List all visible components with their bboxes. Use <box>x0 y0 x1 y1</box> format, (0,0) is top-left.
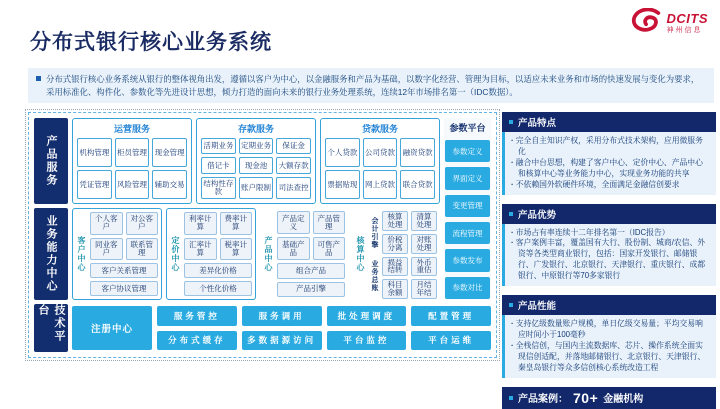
bullet-square-icon <box>36 76 41 81</box>
dcits-logo <box>631 8 709 38</box>
module-cell: 司法查控 <box>276 177 311 199</box>
case-number: 70+ <box>573 389 599 406</box>
intro-paragraph <box>28 68 714 103</box>
capability-cell: 产品管理 <box>313 211 346 234</box>
center-label: 客户中心 <box>77 236 86 272</box>
module-cell: 票据贴现 <box>325 170 360 199</box>
module-cell: 联合贷款 <box>400 170 435 199</box>
right-info-panel <box>502 112 716 409</box>
panel-advantages <box>502 204 716 287</box>
tech-cell: 服务管控 <box>157 306 237 326</box>
capability-cell: 对账处理 <box>411 234 437 254</box>
product-services-row <box>72 118 440 204</box>
parameter-item: 参数定义 <box>445 140 490 162</box>
capability-cell: 科目余额 <box>382 279 408 299</box>
case-count-bar <box>502 387 716 409</box>
capability-cell: 清算处理 <box>411 211 437 231</box>
bullet-square-icon <box>509 303 513 307</box>
parameter-item: 变更管理 <box>445 195 490 217</box>
tech-cell: 服务调用 <box>242 306 322 326</box>
module-cell: 辅助交易 <box>152 170 187 199</box>
capability-cell-wide: 客户协议管理 <box>90 281 158 296</box>
module-cell: 定期业务 <box>239 138 274 154</box>
module-cell: 机构管理 <box>77 138 112 167</box>
section-title: 存款服务 <box>237 124 274 134</box>
capability-cell: 税率计算 <box>220 238 253 261</box>
panel-body <box>502 224 716 287</box>
capability-cell: 价税分离 <box>382 234 408 254</box>
row-label-business-capability: 业务能力中心 <box>34 208 68 300</box>
section-operation-services <box>72 118 192 204</box>
operation-cells <box>77 138 187 199</box>
panel-title: 产品特点 <box>518 118 557 129</box>
center-label: 核算中心 <box>356 236 365 272</box>
panel-performance <box>502 295 716 378</box>
tech-cells <box>157 306 491 350</box>
panel-header <box>502 204 716 224</box>
capability-cell-wide: 组合产品 <box>277 263 345 278</box>
section-title: 运营服务 <box>113 124 150 134</box>
capability-cell: 基础产品 <box>277 237 310 260</box>
panel-title: 产品性能 <box>518 301 557 313</box>
capability-cell-wide: 客户关系管理 <box>90 263 158 278</box>
module-cell: 个人贷款 <box>325 138 360 167</box>
capability-cell: 同业客户 <box>90 238 123 261</box>
module-cell: 活期业务 <box>201 138 236 154</box>
module-cell: 大额存款 <box>276 157 311 173</box>
page-title: 分布式银行核心业务系统 <box>30 31 272 54</box>
capability-cell: 联系管理 <box>126 238 159 261</box>
accounting-sublabel-ledger: 业务总账 <box>371 259 378 292</box>
tech-cell: 平台监控 <box>327 331 407 351</box>
logo-brand-text: DCITS <box>666 11 708 26</box>
module-cell: 网上贷款 <box>363 170 398 199</box>
case-label: 产品案例： <box>518 394 568 406</box>
module-cell: 账户限制 <box>239 177 274 199</box>
capability-cell: 外币重估 <box>411 257 437 277</box>
accounting-cells <box>382 211 437 297</box>
capability-cell-wide: 差异化价格 <box>184 263 252 278</box>
tech-cell: 平台运维 <box>411 331 491 351</box>
panel-bullet: · 完全自主知识产权，采用分布式技术架构，应用微服务化 <box>511 136 710 158</box>
panel-bullet: · 市场占有率连续十二年排名第一（IDC报告） <box>511 228 710 239</box>
parameter-item: 参数对比 <box>445 277 490 299</box>
business-capability-row <box>72 208 440 300</box>
module-cell: 风险管理 <box>115 170 150 199</box>
register-center-box: 注册中心 <box>72 306 152 350</box>
panel-bullet: · 客户案例丰富，覆盖国有大行、股份制、城商/农信、外资等各类型商业银行，包括：国家开发银行、邮储银行、广发银行、北京银行、天津银行、重庆银行、成都银行、中原银行等70多家银行 <box>511 238 710 282</box>
row-label-product-services: 产品服务 <box>34 118 68 204</box>
module-cell: 公司贷款 <box>363 138 398 167</box>
tech-cell: 多数据源访问 <box>242 331 322 351</box>
parameter-item: 参数发布 <box>445 249 490 271</box>
deposit-cells <box>201 138 311 199</box>
accounting-center <box>352 208 440 300</box>
module-cell: 柜员管理 <box>115 138 150 167</box>
module-cell: 融资贷款 <box>400 138 435 167</box>
bullet-square-icon <box>509 396 513 400</box>
parameter-item: 流程管理 <box>445 222 490 244</box>
panel-bullet: · 不依赖国外软硬件环境，全面满足金融信创要求 <box>511 180 710 191</box>
module-cell: 现金池 <box>239 157 274 173</box>
pricing-center <box>166 208 256 300</box>
panel-title: 产品优势 <box>518 209 557 221</box>
capability-cell-wide: 个性化价格 <box>184 281 252 296</box>
center-label: 产品中心 <box>264 236 273 272</box>
section-loan-services <box>320 118 440 204</box>
architecture-diagram <box>28 112 497 358</box>
capability-cell: 对公客户 <box>126 212 159 235</box>
tech-cell: 配置管理 <box>411 306 491 326</box>
row-label-tech-platform: 技术平台 <box>34 304 68 352</box>
panel-header <box>502 112 716 132</box>
panel-bullet: · 全栈信创，与国内主流数据库、芯片、操作系统全面实现信创适配，并落地邮储银行、北京银行、天津银行、秦皇岛银行等众多信创核心系统改造工程 <box>511 341 710 374</box>
capability-cell: 汇率计算 <box>184 238 217 261</box>
panel-header <box>502 295 716 315</box>
parameter-item: 界面定义 <box>445 167 490 189</box>
parameter-platform-column <box>444 118 491 300</box>
tech-cell: 分布式缓存 <box>157 331 237 351</box>
bullet-square-icon <box>509 212 513 216</box>
section-deposit-services <box>196 118 316 204</box>
customer-center <box>72 208 162 300</box>
panel-bullet: · 支持亿级数量账户规模，单日亿级交易量；平均交易响应时间小于100毫秒 <box>511 319 710 341</box>
bullet-square-icon <box>509 120 513 124</box>
logo-company-text: 神州信息 <box>666 27 703 34</box>
capability-cell: 利率计算 <box>184 212 217 235</box>
module-cell: 保证金 <box>276 138 311 154</box>
panel-features <box>502 112 716 195</box>
panel-bullet: · 融合中台思想，构建了客户中心、定价中心、产品中心和核算中心等业务能力中心，实现业务功能的共享 <box>511 158 710 180</box>
panel-body <box>502 315 716 378</box>
panel-body <box>502 132 716 195</box>
tech-cell: 批处理调度 <box>327 306 407 326</box>
center-label: 定价中心 <box>171 236 180 272</box>
module-cell: 借记卡 <box>201 157 236 173</box>
parameter-platform-title: 参数平台 <box>449 123 486 133</box>
capability-cell: 损益结转 <box>382 257 408 277</box>
capability-cell: 核算处理 <box>382 211 408 231</box>
loan-cells <box>325 138 435 199</box>
capability-cell: 可售产品 <box>313 237 346 260</box>
accounting-sublabel-engine: 会计引擎 <box>371 216 378 249</box>
intro-text: 分布式银行核心业务系统从银行的整体视角出发，遵循以客户为中心，以金融服务和产品为基础，以数字化经营、管理为目标，以适应未来业务和市场的快速发展与变化为要求，采用标准化、构件化、参数化等先进设计思想，倾力打造的面向未来的银行业务处理系统，连续12年市场排名第一（IDC数据）。 <box>46 74 700 97</box>
capability-cell: 产品定义 <box>277 211 310 234</box>
capability-cell: 月结年结 <box>411 279 437 299</box>
dcits-swirl-icon <box>631 8 663 38</box>
case-suffix: 金融机构 <box>603 394 644 406</box>
capability-cell-wide: 产品引擎 <box>277 282 345 297</box>
module-cell: 结构性存款 <box>201 177 236 199</box>
product-center <box>260 208 348 300</box>
module-cell: 凭证管理 <box>77 170 112 199</box>
section-title: 贷款服务 <box>361 124 398 134</box>
module-cell: 现金管理 <box>152 138 187 167</box>
capability-cell: 个人客户 <box>90 212 123 235</box>
tech-platform-row <box>72 304 491 352</box>
capability-cell: 费率计算 <box>220 212 253 235</box>
